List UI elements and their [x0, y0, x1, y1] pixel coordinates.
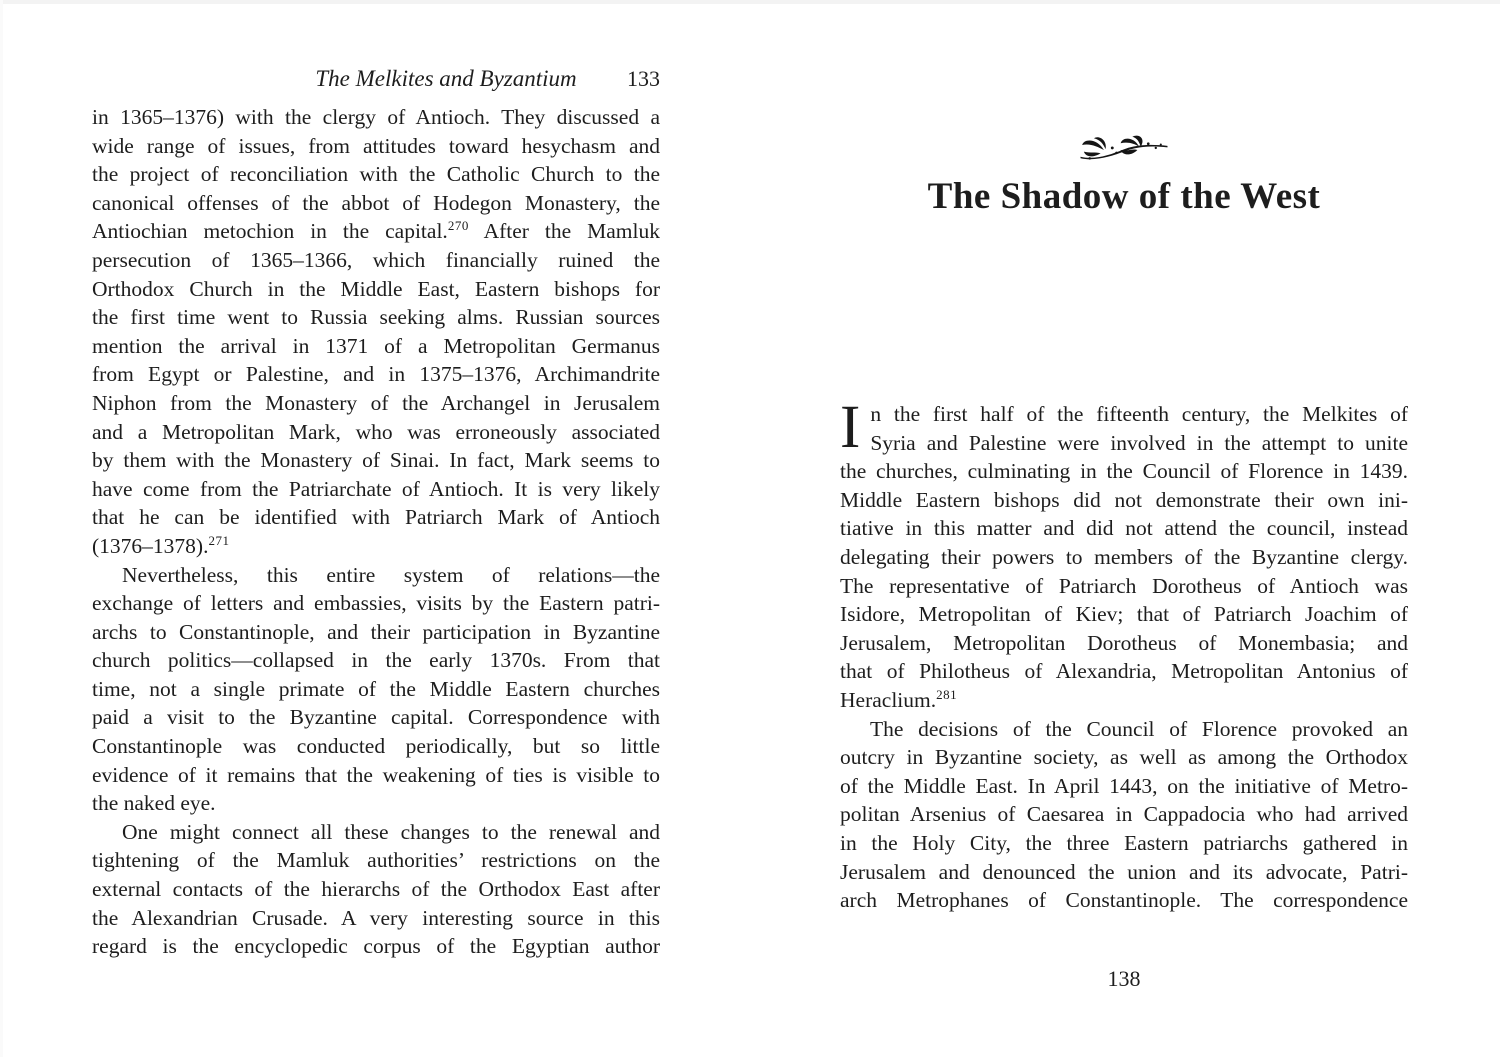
text-line: the naked eye.: [92, 791, 216, 816]
text-line: Heraclium.$^{281}$: [840, 686, 958, 712]
text-line: Middle Eastern bishops did not demonstrate their own ini-: [840, 487, 1408, 512]
text-line: by them with the Monastery of Sinai. In fact, Mark seems to: [92, 448, 660, 473]
text-line: and a Metropolitan Mark, who was erroneously associated: [92, 419, 660, 444]
text-line: the project of reconciliation with the Catholic Church to the: [92, 162, 660, 187]
text-line: regard is the encyclopedic corpus of the Egyptian author: [92, 934, 660, 959]
text-line: of the Middle East. In April 1443, on the initiative of Metro-: [840, 773, 1408, 798]
paragraph: [840, 394, 1408, 715]
text-line: persecution of 1365–1366, which financially ruined the: [92, 247, 660, 272]
text-line: exchange of letters and embassies, visits by the Eastern patri-: [92, 591, 660, 616]
text-line: that he can be identified with Patriarch Mark of Antioch: [92, 505, 660, 530]
text-line: The decisions of the Council of Florence provoked an: [870, 716, 1408, 741]
text-line: The representative of Patriarch Dorotheus of Antioch was: [840, 573, 1408, 598]
page-number: 138: [1107, 966, 1141, 991]
text-line: mention the arrival in 1371 of a Metropolitan Germanus: [92, 333, 660, 358]
text-line: paid a visit to the Byzantine capital. Correspondence with: [92, 705, 660, 730]
drop-cap: I: [840, 394, 861, 461]
text-line: Nevertheless, this entire system of relations—the: [122, 562, 660, 587]
text-line: the first time went to Russia seeking alms. Russian sources: [92, 305, 660, 330]
text-line: Isidore, Metropolitan of Kiev; that of Patriarch Joachim of: [840, 602, 1408, 627]
text-line: time, not a single primate of the Middle Eastern churches: [92, 676, 660, 701]
scan-edge-top: [0, 0, 1500, 4]
text-line: Syria and Palestine were involved in the attempt to unite: [870, 430, 1408, 455]
chapter-title: The Shadow of the West: [927, 176, 1321, 217]
text-line: politan Arsenius of Caesarea in Cappadocia who had arrived: [840, 802, 1408, 827]
text-line: n the first half of the fifteenth century, the Melkites of: [870, 402, 1408, 426]
text-line: canonical offenses of the abbot of Hodegon Monastery, the: [92, 190, 660, 215]
text-line: church politics—collapsed in the early 1370s. From that: [92, 648, 660, 673]
running-head-folio: 133: [627, 66, 660, 91]
paragraph: [840, 715, 1408, 915]
text-line: the Alexandrian Crusade. A very interesting source in this: [92, 905, 660, 930]
text-line: Jerusalem, Metropolitan Dorotheus of Monembasia; and: [840, 630, 1408, 655]
text-line: in the Holy City, the three Eastern patriarchs gathered in: [840, 830, 1408, 855]
text-line: the churches, culminating in the Council of Florence in 1439.: [840, 459, 1408, 484]
text-line: have come from the Patriarchate of Antioch. It is very likely: [92, 476, 660, 501]
text-line: Antiochian metochion in the capital.$^{270}$ After the Mamluk: [92, 218, 660, 244]
text-line: outcry in Byzantine society, as well as among the Orthodox: [840, 745, 1408, 770]
text-line: Niphon from the Monastery of the Archangel in Jerusalem: [92, 390, 660, 415]
text-line: archs to Constantinople, and their participation in Byzantine: [92, 619, 660, 644]
text-line: delegating their powers to members of the Byzantine clergy.: [840, 544, 1408, 569]
text-line: Jerusalem and denounced the union and its advocate, Patri-: [840, 859, 1408, 884]
text-line: Constantinople was conducted periodically, but so little: [92, 734, 660, 759]
text-line: (1376–1378).$^{271}$: [92, 532, 230, 558]
running-head: [92, 64, 660, 94]
running-head-title: The Melkites and Byzantium: [315, 66, 577, 91]
scan-edge-left: [0, 0, 3, 1057]
text-line: arch Metrophanes of Constantinople. The correspondence: [840, 888, 1408, 913]
text-line: evidence of it remains that the weakening of ties is visible to: [92, 762, 660, 787]
text-line: wide range of issues, from attitudes toward hesychasm and: [92, 133, 660, 158]
text-line: tightening of the Mamluk authorities’ restrictions on the: [92, 848, 660, 873]
right-page-body: [840, 394, 1408, 915]
text-line: One might connect all these changes to the renewal and: [122, 819, 660, 844]
paragraph: [92, 103, 660, 561]
paragraph: [92, 561, 660, 818]
text-line: that of Philotheus of Alexandria, Metropolitan Antonius of: [840, 659, 1408, 684]
text-line: Orthodox Church in the Middle East, Eastern bishops for: [92, 276, 660, 301]
left-page-body: [92, 103, 660, 961]
fleuron-ornament-icon: [840, 134, 1408, 171]
text-line: from Egypt or Palestine, and in 1375–1376, Archimandrite: [92, 362, 660, 387]
text-line: external contacts of the hierarchs of the Orthodox East after: [92, 877, 660, 902]
text-line: tiative in this matter and did not attend the council, instead: [840, 516, 1408, 541]
text-line: in 1365–1376) with the clergy of Antioch. They discussed a: [92, 105, 660, 129]
paragraph: [92, 818, 660, 961]
